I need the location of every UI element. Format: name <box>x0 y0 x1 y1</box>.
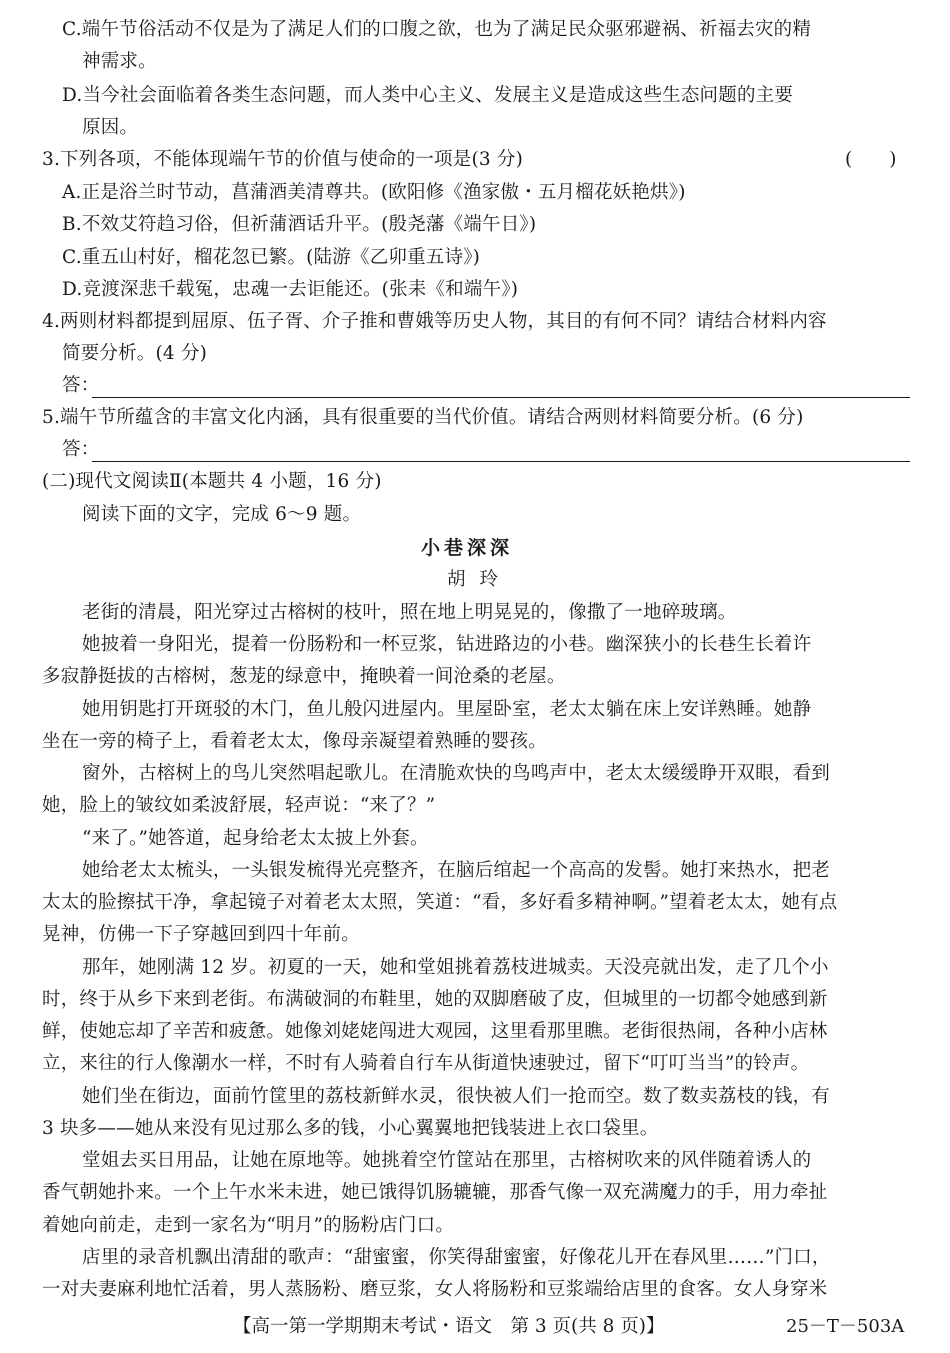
page-footer-exam-info: 【高一第一学期期末考试・语文 第 3 页(共 8 页)】 <box>233 1316 665 1337</box>
q4-answer-label: 答： <box>62 375 100 396</box>
q3-option-d: D.竞渡深悲千载冤，忠魂一去讵能还。(张耒《和端午》) <box>62 279 519 300</box>
story-line: 晃神，仿佛一下子穿越回到四十年前。 <box>42 924 360 945</box>
story-line: 多寂静挺拔的古榕树，葱茏的绿意中，掩映着一间沧桑的老屋。 <box>42 666 566 687</box>
story-line: 鲜，使她忘却了辛苦和疲惫。她像刘姥姥闯进大观园，这里看那里瞧。老街很热闹，各种小店林 <box>42 1021 828 1042</box>
story-line: 坐在一旁的椅子上，看着老太太，像母亲凝望着熟睡的婴孩。 <box>42 731 547 752</box>
story-line: 她披着一身阳光，提着一份肠粉和一杯豆浆，钻进路边的小巷。幽深狭小的长巷生长着许 <box>82 634 812 655</box>
q4-stem-line1: 4.两则材料都提到屈原、伍子胥、介子推和曹娥等历史人物，其目的有何不同？请结合材料内容 <box>42 311 827 332</box>
q4-answer-line[interactable] <box>92 397 910 398</box>
story-line: 香气朝她扑来。一个上午水米未进，她已饿得饥肠辘辘，那香气像一双充满魔力的手，用力牵扯 <box>42 1182 828 1203</box>
q2-option-c-line2: 神需求。 <box>82 51 157 72</box>
story-line: 窗外，古榕树上的鸟儿突然唱起歌儿。在清脆欢快的鸟鸣声中，老太太缓缓睁开双眼，看到 <box>82 763 831 784</box>
q2-option-d-line1: D.当今社会面临着各类生态问题，而人类中心主义、发展主义是造成这些生态问题的主要 <box>62 85 794 106</box>
q5-answer-line[interactable] <box>92 461 910 462</box>
section-instruction: 阅读下面的文字，完成 6～9 题。 <box>82 504 362 525</box>
story-title: 小巷深深 <box>421 537 514 559</box>
story-line: 一对夫妻麻利地忙活着，男人蒸肠粉、磨豆浆，女人将肠粉和豆浆端给店里的食客。女人身穿米 <box>42 1279 828 1300</box>
story-line: 那年，她刚满 12 岁。初夏的一天，她和堂姐挑着荔枝进城卖。天没亮就出发，走了几个小 <box>82 957 829 978</box>
q3-option-c: C.重五山村好，榴花忽已繁。(陆游《乙卯重五诗》) <box>62 247 481 268</box>
story-line: 她给老太太梳头，一头银发梳得光亮整齐，在脑后绾起一个高高的发髻。她打来热水，把老 <box>82 860 831 881</box>
q2-option-c-line1: C.端午节俗活动不仅是为了满足人们的口腹之欲，也为了满足民众驱邪避祸、祈福去灾的精 <box>62 19 812 40</box>
q4-stem-line2: 简要分析。(4 分) <box>62 343 208 364</box>
story-line: 老街的清晨，阳光穿过古榕树的枝叶，照在地上明晃晃的，像撒了一地碎玻璃。 <box>82 602 737 623</box>
q2-option-d-line2: 原因。 <box>82 117 139 138</box>
q3-option-a: A.正是浴兰时节动，菖蒲酒美清尊共。(欧阳修《渔家傲・五月榴花妖艳烘》) <box>62 182 686 203</box>
q3-option-b: B.不效艾符趋习俗，但祈蒲酒话升平。(殷尧藩《端午日》) <box>62 214 537 235</box>
q3-stem: 3.下列各项，不能体现端午节的价值与使命的一项是(3 分) <box>42 149 524 170</box>
section-heading: (二)现代文阅读Ⅱ(本题共 4 小题，16 分) <box>42 471 382 492</box>
story-line: 着她向前走，走到一家名为“明月”的肠粉店门口。 <box>42 1215 455 1236</box>
story-line: 店里的录音机飘出清甜的歌声：“甜蜜蜜，你笑得甜蜜蜜，好像花儿开在春风里……”门口， <box>82 1247 831 1268</box>
page-footer-code: 25－T－503A <box>786 1316 905 1337</box>
q5-stem: 5.端午节所蕴含的丰富文化内涵，具有很重要的当代价值。请结合两则材料简要分析。(6 分) <box>42 407 804 428</box>
story-author: 胡玲 <box>447 569 513 590</box>
story-line: 太太的脸擦拭干净，拿起镜子对着老太太照，笑道：“看，多好看多精神啊。”望着老太太，她有点 <box>42 892 838 913</box>
q3-answer-parenthesis: ( ) <box>845 149 897 170</box>
story-line: 她们坐在街边，面前竹筐里的荔枝新鲜水灵，很快被人们一抢而空。数了数卖荔枝的钱，有 <box>82 1086 831 1107</box>
story-line: “来了。”她答道，起身给老太太披上外套。 <box>82 828 429 849</box>
story-line: 她用钥匙打开斑驳的木门，鱼儿般闪进屋内。里屋卧室，老太太躺在床上安详熟睡。她静 <box>82 699 812 720</box>
story-line: 堂姐去买日用品，让她在原地等。她挑着空竹筐站在那里，古榕树吹来的风伴随着诱人的 <box>82 1150 812 1171</box>
story-line: 立，来往的行人像潮水一样，不时有人骑着自行车从街道快速驶过，留下“叮叮当当”的铃声。 <box>42 1053 810 1074</box>
story-line: 时，终于从乡下来到老街。布满破洞的布鞋里，她的双脚磨破了皮，但城里的一切都令她感到新 <box>42 989 828 1010</box>
q5-answer-label: 答： <box>62 439 100 460</box>
story-line: 3 块多——她从来没有见过那么多的钱，小心翼翼地把钱装进上衣口袋里。 <box>42 1118 659 1139</box>
story-line: 她，脸上的皱纹如柔波舒展，轻声说：“来了？” <box>42 795 436 816</box>
